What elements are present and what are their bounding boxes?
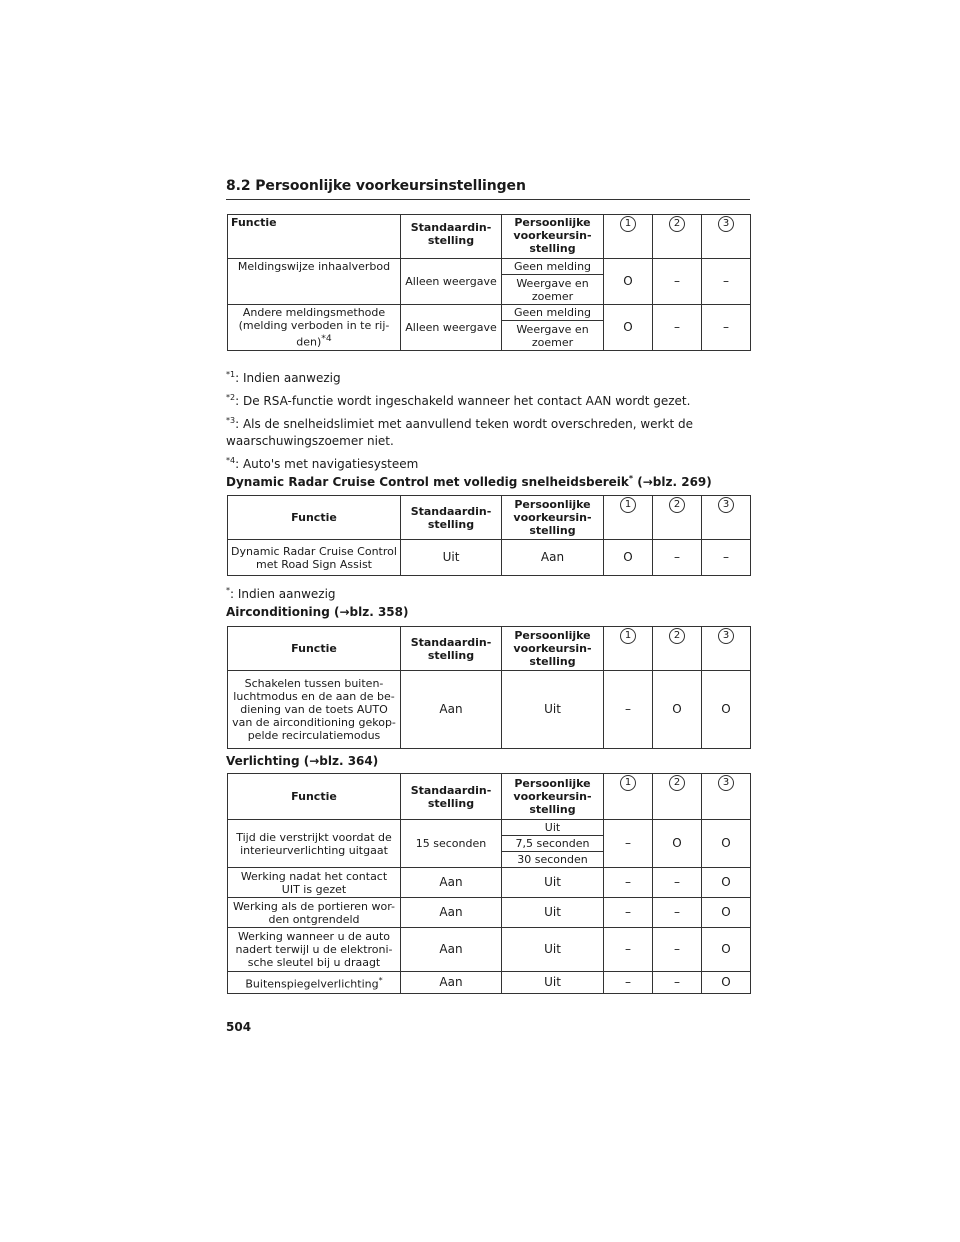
row-opt: Weergave en zoemer: [502, 275, 604, 305]
row-c1: O: [604, 305, 653, 351]
circled-number-3-icon: 3: [718, 628, 734, 644]
header-functie: Functie: [228, 774, 401, 820]
row-std: Uit: [401, 540, 502, 576]
row-func: Werking als de portieren wor- den ontgrendeld: [228, 898, 401, 928]
settings-table-drcc: [227, 495, 751, 576]
row-std: Aan: [401, 868, 502, 898]
row-c3: O: [702, 671, 751, 749]
header-col-2: [653, 627, 702, 671]
section-title: 8.2 Persoonlijke voorkeursinstellingen: [226, 178, 526, 194]
footnote-mark: *4: [321, 333, 332, 344]
row-std: 15 seconden: [401, 820, 502, 868]
row-c3: O: [702, 898, 751, 928]
header-persoonlijk: Persoonlijke voorkeursin- stelling: [502, 215, 604, 259]
header-col-3: [702, 215, 751, 259]
header-persoonlijk: Persoonlijke voorkeursin- stelling: [502, 496, 604, 540]
circled-number-1-icon: 1: [620, 775, 636, 791]
row-c3: O: [702, 820, 751, 868]
circled-number-3-icon: 3: [718, 497, 734, 513]
footnote-1: $^{*1}$: Indien aanwezig: [226, 370, 341, 385]
row-std: Aan: [401, 972, 502, 994]
circled-number-1-icon: 1: [620, 497, 636, 513]
row-pers: Uit: [502, 972, 604, 994]
row-c3: –: [702, 540, 751, 576]
row-c1: O: [604, 259, 653, 305]
row-opt: 7,5 seconden: [502, 836, 604, 852]
circled-number-2-icon: 2: [669, 628, 685, 644]
row-c1: –: [604, 972, 653, 994]
header-functie: Functie: [228, 215, 401, 259]
row-opt: Uit: [502, 820, 604, 836]
header-standaard: Standaardin- stelling: [401, 215, 502, 259]
section-divider: [226, 199, 750, 200]
row-func: Meldingswijze inhaalverbod: [228, 259, 401, 305]
row-func: Andere meldingsmethode (melding verboden in te rij- den)$^{*4}$: [228, 305, 401, 351]
heading-airco: Airconditioning (→blz. 358): [226, 605, 409, 619]
row-c1: –: [604, 868, 653, 898]
header-col-2: [653, 215, 702, 259]
row-c2: O: [653, 671, 702, 749]
footnote-star: *: Indien aanwezig: [226, 586, 336, 601]
row-c2: –: [653, 972, 702, 994]
row-c1: O: [604, 540, 653, 576]
row-c3: O: [702, 972, 751, 994]
heading-verlichting: Verlichting (→blz. 364): [226, 754, 379, 768]
circled-number-3-icon: 3: [718, 775, 734, 791]
footnote-3: $^{*3}$: Als de snelheidslimiet met aanvullend teken wordt overschreden, werkt de waarschuwingszoemer niet.: [226, 416, 693, 448]
row-c1: –: [604, 820, 653, 868]
row-c2: –: [653, 540, 702, 576]
settings-table-airco: [227, 626, 751, 749]
header-col-2: [653, 774, 702, 820]
row-pers: Uit: [502, 898, 604, 928]
header-standaard: Standaardin- stelling: [401, 627, 502, 671]
circled-number-2-icon: 2: [669, 775, 685, 791]
row-func: Schakelen tussen buiten- luchtmodus en de aan de be- diening van de toets AUTO van de airconditioning gekop- pelde recirculatiemodus: [228, 671, 401, 749]
header-col-1: [604, 627, 653, 671]
header-standaard: Standaardin- stelling: [401, 774, 502, 820]
row-opt: 30 seconden: [502, 852, 604, 868]
row-opt: Geen melding: [502, 259, 604, 275]
row-func: Dynamic Radar Cruise Control met Road Sign Assist: [228, 540, 401, 576]
row-pers: Uit: [502, 868, 604, 898]
row-c1: –: [604, 898, 653, 928]
header-standaard: Standaardin- stelling: [401, 496, 502, 540]
header-functie: Functie: [228, 496, 401, 540]
row-opt: Geen melding: [502, 305, 604, 321]
row-c2: –: [653, 305, 702, 351]
row-std: Alleen weergave: [401, 305, 502, 351]
row-std: Aan: [401, 671, 502, 749]
row-c2: –: [653, 928, 702, 972]
footnote-4: $^{*4}$: Auto's met navigatiesysteem: [226, 456, 419, 471]
row-c3: O: [702, 928, 751, 972]
row-c1: –: [604, 928, 653, 972]
heading-drcc: Dynamic Radar Cruise Control met volledig snelheidsbereik* (→blz. 269): [226, 474, 712, 489]
header-col-2: [653, 496, 702, 540]
row-opt: Weergave en zoemer: [502, 321, 604, 351]
header-functie: Functie: [228, 627, 401, 671]
row-std: Aan: [401, 928, 502, 972]
page-number: 504: [226, 1020, 252, 1034]
settings-table-rsa: [227, 214, 751, 351]
row-func: Buitenspiegelverlichting*: [228, 972, 401, 994]
row-std: Alleen weergave: [401, 259, 502, 305]
row-c2: –: [653, 868, 702, 898]
header-persoonlijk: Persoonlijke voorkeursin- stelling: [502, 774, 604, 820]
header-col-3: [702, 774, 751, 820]
row-pers: Uit: [502, 671, 604, 749]
row-c3: O: [702, 868, 751, 898]
header-persoonlijk: Persoonlijke voorkeursin- stelling: [502, 627, 604, 671]
row-c2: O: [653, 820, 702, 868]
row-func: Tijd die verstrijkt voordat de interieurverlichting uitgaat: [228, 820, 401, 868]
footnote-2: $^{*2}$: De RSA-functie wordt ingeschakeld wanneer het contact AAN wordt gezet.: [226, 393, 691, 408]
circled-number-2-icon: 2: [669, 216, 685, 232]
header-col-3: [702, 496, 751, 540]
header-col-1: [604, 774, 653, 820]
row-c2: –: [653, 898, 702, 928]
circled-number-2-icon: 2: [669, 497, 685, 513]
header-col-3: [702, 627, 751, 671]
row-std: Aan: [401, 898, 502, 928]
row-pers: Uit: [502, 928, 604, 972]
footnote-mark: *: [378, 976, 383, 986]
circled-number-1-icon: 1: [620, 216, 636, 232]
row-func: Werking wanneer u de auto nadert terwijl u de elektroni- sche sleutel bij u draagt: [228, 928, 401, 972]
row-pers: Aan: [502, 540, 604, 576]
row-c3: –: [702, 305, 751, 351]
row-func: Werking nadat het contact UIT is gezet: [228, 868, 401, 898]
row-c2: –: [653, 259, 702, 305]
circled-number-3-icon: 3: [718, 216, 734, 232]
row-c3: –: [702, 259, 751, 305]
row-c1: –: [604, 671, 653, 749]
header-col-1: [604, 496, 653, 540]
settings-table-verlichting: [227, 773, 751, 994]
circled-number-1-icon: 1: [620, 628, 636, 644]
header-col-1: [604, 215, 653, 259]
